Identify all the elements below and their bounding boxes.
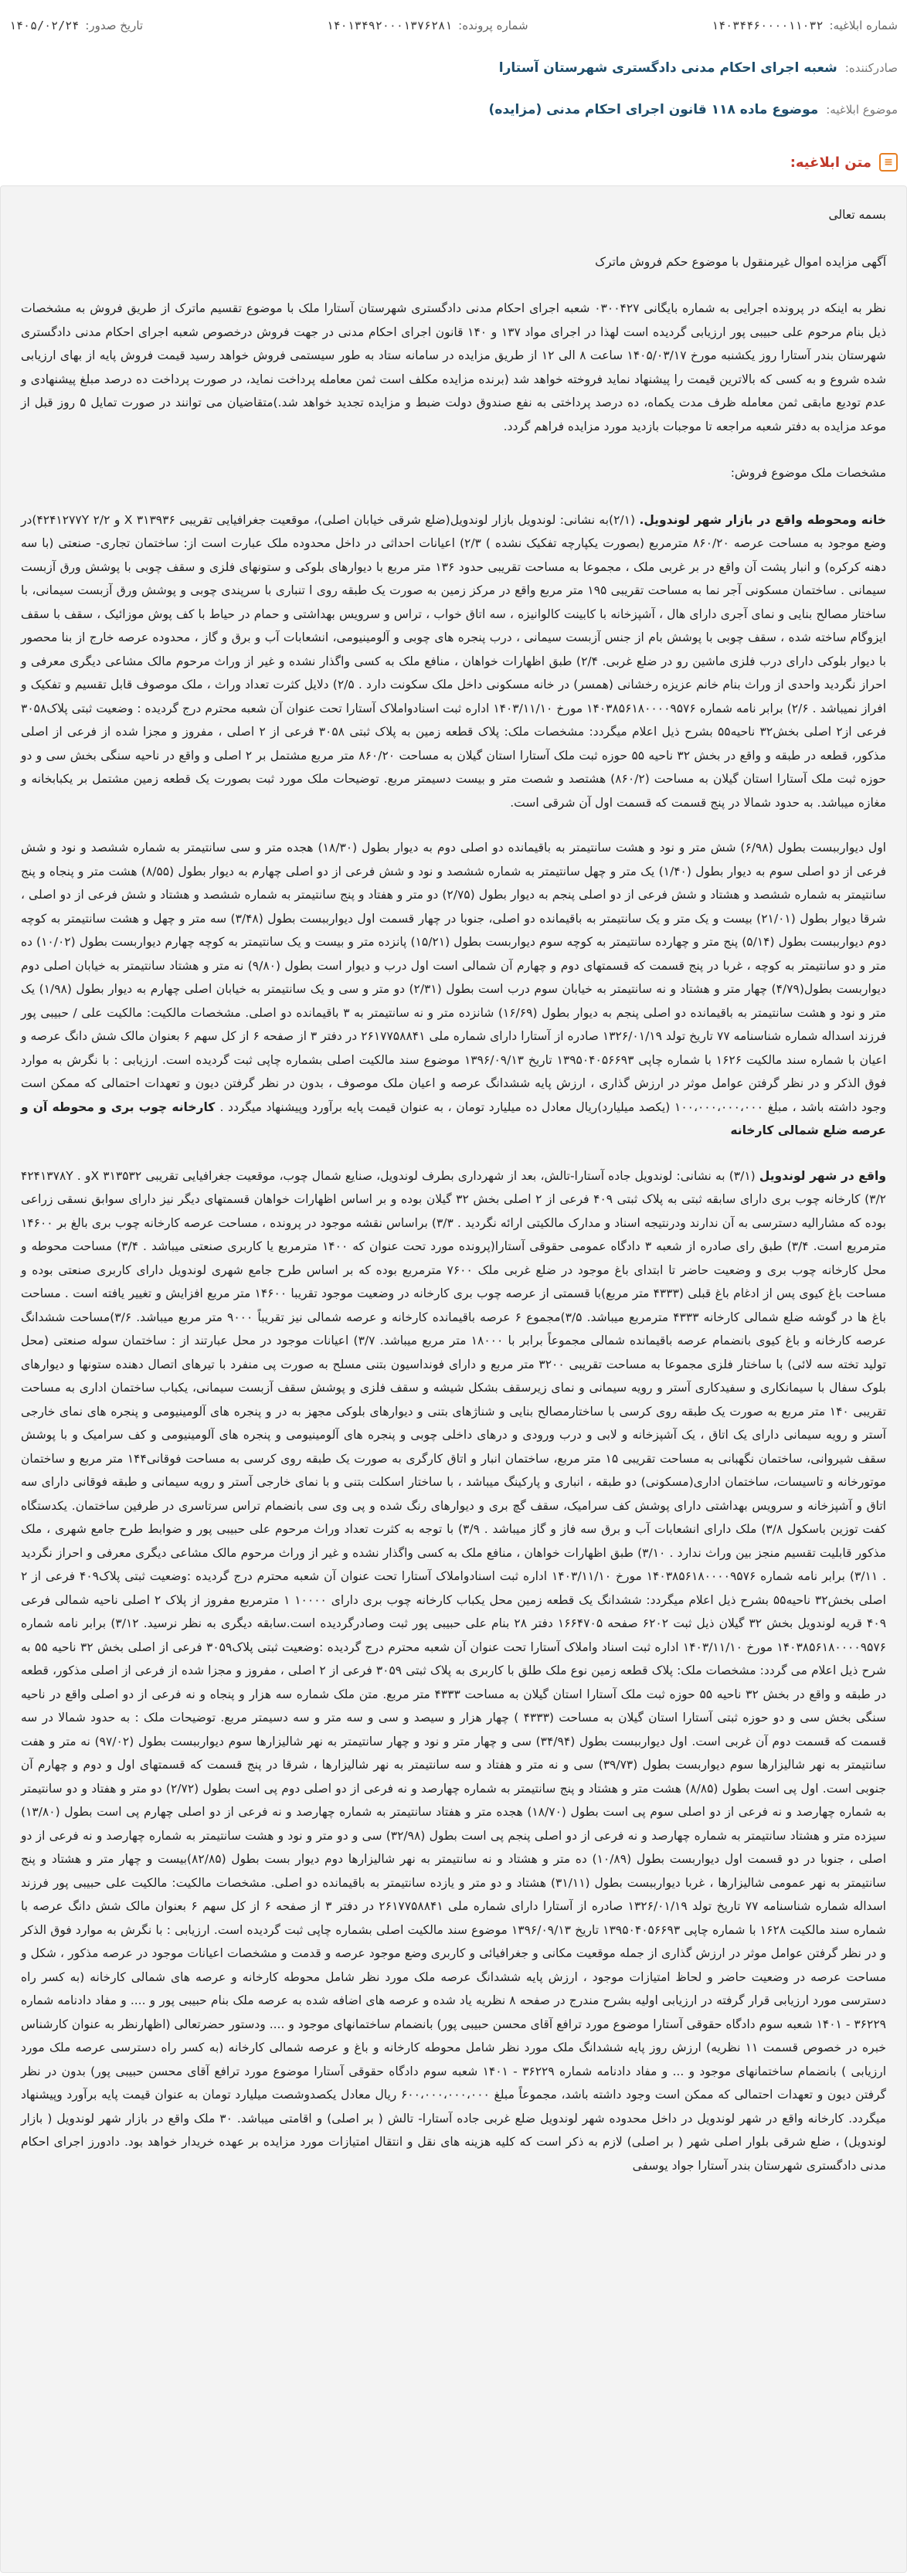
notice-text-title: متن ابلاغیه: [790, 154, 871, 171]
notice-number-label: شماره ابلاغیه: [829, 19, 898, 32]
document-text-icon: ≡ [879, 153, 898, 172]
property-2-text: (۳/۱) به نشانی: لوندویل جاده آستارا-تالش، بعد از شهرداری بطرف لوندویل، صنایع شمال چوب، موقعیت جغرافیایی تقریبی ۳۱۳۵۳۲ Xو ۴۲۴۱۳۷۸Y . ۳/۲) کارخانه چوب بری دارای سابقه ثبتی به پلاک ثبتی ۴۰۹ فرعی از ۲ اصلی بخش ۳۲ گیلان بوده و بر اساس اظهارات خواهان قسمتهای دیگر نیز دارای سوابق نسقی زراعی بوده که مشارالیه دسترسی به آن ندارند ودرنتیجه اسناد و مدارک مالکیتی ارائه نگردید . ۳/۳) براساس نقشه موجود در پرونده ، مساحت عرصه کارخانه چوب بری بالغ بر ۱۴۶۰۰ مترمربع است. ۳/۴) طبق رای صادره از شعبه ۳ دادگاه عمومی حقوقی آستارا(پرونده مورد تحت عنوان که ۱۴۰۰ مترمربع یا کاربری صنعتی میباشد . ۳/۴) مساحت محوطه و محل کارخانه چوب بری و وضعیت حاضر تا ابتدای باغ موجود در ضلع غربی ملک ۷۶۰۰ مترمربع بوده که بر اساس طرح جامع شهری لوندویل دارای کاربری صنعتی بوده و مساحت باغ کیوی پس از ادغام باغ قبلی (۴۳۳۳ متر مربع)با قسمتی از عرصه چوب بری کارخانه در وضعیت موجود تقریبا ۱۴۶۰۰ متر مربع افزایش و تغییر یافته است . مساحت باغ ها در گوشه ضلع شمالی کارخانه ۴۳۳۳ مترمربع میباشد. ۳/۵)مجموع ۶ عرصه باقیمانده کارخانه و عرصه شمالی نیز تقریباً ۹۰۰۰ متر مربع میباشد. ۳/۶)مساحت ششدانگ عرصه کارخانه و باغ کیوی بانضمام عرصه باقیمانده شمالی مجموعاً برابر با ۱۸۰۰۰ متر مربع میباشد. ۳/۷) اعیانات موجود در محل عبارتند از : ساختمان سوله صنعتی (محل تولید تخته سه لائی) با ساختار فلزی مجموعا به مساحت تقریبی ۳۲۰۰ متر مربع و دارای فونداسیون بتنی مسلح به صورت پی منفرد با تیرهای اتصال دهنده ستونها و دیوارهای بلوک سفال با سیمانکاری و سفیدکاری آستر و رویه سیمانی و نمای زیرسقف بشکل شیشه و سقف فلزی و پوشش سقف آزبست سیمانی، یکباب ساختمان اداری به مساحت تقریبی ۱۴۰ متر مربع به صورت یک طبقه روی کرسی با ساختارمصالح بنایی و شناژهای بتنی و دیوارهای بلوکی مجهز به در و پنجره های آلومینیومی و پنجره های نمای خارجی آستر و رویه سیمانی دارای یک اتاق ، یک آشپزخانه و لابی و درب ورودی و درهای داخلی چوبی و پنجره های آلومینیومی و پنجره های آلومینیومی و کف سرامیک و با پوشش سقف شیروانی، ساختمان نگهبانی به مساحت تقریبی ۱۵ متر مربع، ساختمان انبار و اتاق کارگری به صورت یک طبقه روی کرسی به مساحت فوقانی۱۴۴ متر مربع و ساختمان موتورخانه و تاسیسات، ساختمان اداری(مسکونی) دو طبقه ، انباری و پارکینگ میباشد ، با ساختار اسکلت بتنی و با نمای خارجی آستر و رویه سیمانی و طبقه فوقانی دارای سه اتاق و آشپزخانه و سرویس بهداشتی دارای پوشش کف سرامیک، سقف گچ بری و دیوارهای رنگ شده و پی وی سی بانضمام تراس سرتاسری در طرفین ساختمان. یکدستگاه کفت توزین باسکول ۳/۸) ملک دارای انشعابات آب و برق سه فاز و گاز میباشد . ۳/۹) با توجه به کثرت تعداد وراث مرحوم علی حبیبی پور و ضوابط طرح جامع شهری ، ملک مذکور قابلیت تقسیم منجز بین وراث ندارد . ۳/۱۰) طبق اظهارات خواهان ، منافع ملک به کسی واگذار نشده و غیر از وراث مرحوم مالک مشاعی دیگری معرفی و احراز نگردید . ۳/۱۱) برابر نامه شماره ۱۴۰۳۸۵۶۱۸۰۰۰۰۹۵۷۶ مورخ ۱۴۰۳/۱۱/۱۰ اداره ثبت اسنادواملاک آستارا تحت عنوان آن شعبه محترم درج گردیده :وضعیت ثبتی پلاک۴۰۹ فرعی از ۲ اصلی بخش۳۲ ناحیه۵۵ بشرح ذیل اعلام میگردد: ششدانگ یک قطعه زمین محل یکباب کارخانه چوب بری دارای ۱۰۰۰۰ ۱ مترمربع مفروز از پلاک ۲ اصلی ناحیه شمالی فرعی ۴۰۹ قریه لوندویل بخش ۳۲ گیلان ذیل ثبت ۶۲۰۲ صفحه ۱۶۶۴۷۰۵ دفتر ۲۸ بنام علی حبیبی پور ثبت وصادرگردیده است.سابقه دیگری به نظر نرسید. ۳/۱۲) برابر نامه شماره ۱۴۰۳۸۵۶۱۸۰۰۰۰۹۵۷۶ مورخ ۱۴۰۳/۱۱/۱۰ اداره ثبت اسناد واملاک آستارا تحت عنوان آن شعبه محترم درج گردیده :وضعیت ثبتی پلاک۳۰۵۹ فرعی از اصلی بخش ۳۲ ناحیه ۵۵ به شرح ذیل اعلام می گردد: مشخصات ملک: پلاک قطعه زمین نوع ملک طلق با کاربری به پلاک ثبتی ۳۰۵۹ فرعی از ۲ اصلی ، مفروز و مجزا شده از فرعی از اصلی مذکور، قطعه در طبقه و واقع در بخش ۳۲ ناحیه ۵۵ حوزه ثبت ملک آستارا استان گیلان به مساحت ۴۳۳۳ متر مربع. متن ملک شماره سه هزار و پنجاه و نه فرعی از دو اصلی واقع در ناحیه سنگی بخش سی و دو حوزه ثبتی آستارا استان گیلان به مساحت (۴۳۳۳ ) چهار هزار و سیصد و سی و سه متر و سه دسیمتر مربع. توضیحات ملک : به حدود شمالا در سه قسمت که قسمت دوم آن غربی است. اول دیوارببست بطول (۳۴/۹۴) سی و چهار متر و نود و چهار سانتیمتر به نهر شالیزارها سوم دیوارببست بطول (۹۷/۰۲) نه متر و هفت سانتیمتر به نهر شالیزارها سوم دیواربست بطول (۳۹/۷۳) سی و نه متر و هفتاد و سه سانتیمتر به نهر شالیزارها ، شرقا در پنج قسمت که قسمتهای اول و دوم و چهارم آن جنوبی است. اول پی است بطول (۸/۸۵) هشت متر و هشتاد و پنج سانتیمتر به شماره چهارصد و نه فرعی از دو اصلی دوم پی است بطول (۲/۷۲) دو متر و هفتاد و دو سانتیمتر به شماره چهارصد و نه فرعی از دو اصلی سوم پی است بطول (۱۸/۷۰) هجده متر و هفتاد سانتیمتر به شماره چهارصد و نه فرعی از دو اصلی چهارم پی است بطول (۱۳/۸۰) سیزده متر و هشتاد سانتیمتر به شماره چهارصد و نه فرعی از دو اصلی پنجم پی است بطول (۳۲/۹۸) سی و دو متر و نود و هشت سانتیمتر به شماره چهارصد و نه فرعی از دو اصلی ، جنوبا در دو قسمت اول دیواربست بطول (۱۰/۸۹) ده متر و هشتاد و نه سانتیمتر به نهر شالیزارها دوم دیوار بست بطول (۸۲/۸۵)بیست و چهار متر و هشتاد و پنج سانتیمتر به نهر عمومی شالیزارها ، غربا دیوارببست بطول (۳۱/۱۱) هشتاد و دو متر و یازده سانتیمتر به باقیمانده دو اصلی. مشخصات مالکیت: مالکیت علی حبیبی پور فرزند اسداله شماره شناسنامه ۷۷ تاریخ تولد ۱۳۲۶/۰۱/۱۹ صادره از آستارا دارای شماره ملی ۲۶۱۷۷۵۸۸۴۱ در دفتر ۳ از صفحه ۶ از کل سهم ۶ بعنوان مالک شش دانگ عرصه با شماره سند مالکیت ۱۶۲۸ با شماره چاپی ۱۳۹۵۰۴۰۵۶۶۹۳ تاریخ ۱۳۹۶/۰۹/۱۳ موضوع سند مالکیت اصلی بشماره چاپی ثبت گردیده است. ارزیابی : با نگرش به موارد فوق الذکر و در نظر گرفتن عوامل موثر در ارزش گذاری از جمله موقعیت مکانی و جغرافیائی و کاربری وضع موجود عرصه و قدمت و مشخصات اعیانات موجود در عرصه مذکور ، شکل و مساحت عرصه در وضعیت حاضر و لحاظ امتیازات موجود ، ارزش پایه ششدانگ عرصه ملک مورد نظر شامل محوطه کارخانه و عرصه های شمالی کارخانه (به کسر راه دسترسی مورد ارزیابی قرار گرفته در ارزیابی اولیه بشرح مندرج در صفحه ۸ نظریه یاد شده و عرصه های اضافه شده به عرصه ملک بنام حبیبی پور و .... و مفاد دادنامه شماره ۳۶۲۲۹ - ۱۴۰۱ شعبه سوم دادگاه حقوقی آستارا موضوع مورد ترافع آقای محسن حبیبی پور) بانضمام ساختمانهای موجود و .... ودستور حضرتعالی (اظهارنظر به عنوان کارشناس خبره در خصوص قسمت ۱۱ نظریه) ارزش روز پایه ششدانگ ملک مورد نظر شامل محوطه کارخانه و باغ و عرصه شمالی کارخانه (به کسر راه دسترسی عرصه ملک مورد ارزیابی ) بانضمام ساختمانهای موجود و ... و مفاد دادنامه شماره ۳۶۲۲۹ - ۱۴۰۱ شعبه سوم دادگاه حقوقی آستارا موضوع مورد ترافع آقای محسن حبیبی پور) بدون در نظر گرفتن دیون و تعهدات احتمالی که ممکن است وجود داشته باشد، مجموعاً مبلغ ۶۰۰،۰۰۰،۰۰۰،۰۰۰ ریال معادل یکصدوشصت میلیارد تومان به عنوان قیمت پایه برآورد وپیشنهاد میگردد. کارخانه واقع در شهر لوندویل در داخل محدوده شهر لوندویل ضلع غربی جاده آستارا- تالش ( بر اصلی) و اقامتی میباشد. ۳۰ ملک واقع در بازار شهر لوندویل ( بازار لوندویل) ، ضلع شرقی بلوار اصلی شهر ( بر اصلی) لازم به ذکر است که کلیه هزینه های نقل و انتقال امتیازات مورد مزایده بر عهده خریدار خواهد بود. دادورز اجرای احکام مدنی دادگستری شهرستان بندر آستارا جواد یوسفی [21, 1168, 887, 2173]
issuer-line [9, 60, 898, 76]
case-number [327, 19, 528, 32]
issue-date [9, 19, 143, 32]
case-number-value: ۱۴۰۱۳۴۹۲۰۰۰۱۳۷۶۲۸۱ [326, 19, 453, 32]
subject-value: موضوع ماده ۱۱۸ قانون اجرای احکام مدنی (مزایده) [488, 102, 819, 117]
issue-date-value: ۱۴۰۵/۰۲/۲۴ [9, 19, 80, 32]
property-2-location: واقع در شهر لوندویل [759, 1168, 886, 1183]
body-title: آگهی مزایده اموال غیرمنقول با موضوع حکم فروش ماترک [595, 254, 886, 269]
property-2-title: کارخانه چوب بری و محوطه آن و عرصه ضلع شمالی کارخانه [21, 1099, 886, 1137]
subject-label: موضوع ابلاغیه: [826, 103, 898, 117]
subject-line [9, 102, 898, 117]
notice-body [0, 185, 907, 2573]
body-intro-paragraph: نظر به اینکه در پرونده اجرایی به شماره بایگانی ۰۳۰۰۴۲۷ شعبه اجرای احکام مدنی دادگستری شهرستان آستارا ملک با موضوع تقسیم ماترک از طریق فروش به مشخصات ذیل بنام مرحوم علی حبیبی پور ارزیابی گردیده است لهذا در اجرای مواد ۱۳۷ و ۱۴۰ قانون اجرای احکام مدنی در جهت فروش درخصوص شعبه اجرای احکام مدنی دادگستری شهرستان بندر آستارا روز یکشنبه مورخ ۱۴۰۵/۰۳/۱۷ ساعت ۸ الی ۱۲ از طریق مزایده در سامانه ستاد به طور سیستمی فروش خواهد رسید قیمت فروش پایه از بهای ارزیابی شده شروع و به کسی که بالاترین قیمت را پیشنهاد نماید فروخته خواهد شد (برنده مزایده مکلف است ثمن معامله پرداخت نماید، در صورت پرداخت ده درصد مبلغ پیشنهادی و عدم تودیع مابقی ثمن معامله ظرف مدت یکماه، ده درصد پرداختی به نفع صندوق دولت ضبط و مزایده تجدید خواهد شد.)متقاضیان می توانند در صورت تمایل ۵ روز قبل از موعد مزایده به دفتر شعبه مراجعه تا موجبات بازدید مورد مزایده فراهم گردد. [21, 301, 887, 433]
notice-number [712, 19, 898, 32]
body-property-1-bounds-paragraph [21, 836, 886, 1143]
case-number-label: شماره پرونده: [458, 19, 528, 32]
body-property-heading: مشخصات ملک موضوع فروش: [730, 466, 886, 480]
body-property-2-paragraph [21, 1164, 886, 2178]
property-1-bounds-text: اول دیوارببست بطول (۶/۹۸) شش متر و نود و هشت سانتیمتر به باقیمانده دو اصلی دوم به دیوار بطول (۱۸/۳۰) هجده متر و سی سانتیمتر به شماره ششصد و نود و شش فرعی از دو اصلی سوم به دیوار بطول (۱/۴۰) یک متر و چهل سانتیمتر به شماره ششصد و نود و شش فرعی از دو اصلی چهارم به دیوار بطول (۸/۵۵) هشت متر و پنجاه و پنج سانتیمتر به شماره ششصد و هشتاد و شش فرعی از دو اصلی پنجم به دیوار بطول (۲/۷۵) دو متر و هفتاد و پنج سانتیمتر به شماره ششصد و هشتاد و شش فرعی از دو اصلی ، شرقا دیوار بطول (۲۱/۰۱) بیست و یک متر و یک سانتیمتر به باقیمانده دو اصلی، جنوبا در چهار قسمت اول دیوارببست بطول (۳/۴۸) سه متر و چهل و هشت سانتیمتر به کوچه دوم دیوارببست بطول (۵/۱۴) پنج متر و چهارده سانتیمتر به کوچه سوم دیواربست بطول (۱۵/۲۱) پانزده متر و بیست و یک سانتیمتر به کوچه چهارم دیواربست بطول (۱۰/۰۲) ده متر و دو سانتیمتر به کوچه ، غربا در پنج قسمت که قسمتهای دوم و چهارم آن شمالی است اول درب و دیوار است بطول (۹/۸۰) نه متر و هشتاد سانتیمتر به خیابان اصلی دوم دیواربست بطول(۴/۷۹) چهار متر و هشتاد و نه سانتیمتر به خیابان سوم درب است بطول (۲/۳۱) دو متر و سی و یک سانتیمتر به خیابان اصلی چهارم به دیوار بطول (۱/۹۸) یک متر و نود و هشت سانتیمتر به باقیمانده دو اصلی پنجم به دیوار بطول (۱۶/۶۹) شانزده متر و نه سانتیمتر به ۳ باقیمانده دو اصلی. مشخصات مالکیت: مالکیت علی / حبیبی پور فرزند اسداله شماره شناسنامه ۷۷ تاریخ تولد ۱۳۲۶/۰۱/۱۹ صادره از آستارا دارای شماره ملی ۲۶۱۷۷۵۸۸۴۱ در دفتر ۳ از صفحه ۶ از کل سهم ۶ بعنوان مالک شش دانگ عرصه و اعیان با شماره سند مالکیت ۱۶۲۶ با شماره چاپی ۱۳۹۵۰۴۰۵۶۶۹۳ تاریخ ۱۳۹۶/۰۹/۱۳ موضوع سند مالکیت اصلی بشماره چاپی ثبت گردیده است. ارزیابی : با نگرش به موارد فوق الذکر و در نظر گرفتن عوامل موثر در ارزش گذاری ، ارزش پایه ششدانگ عرصه و اعیان ملک موصوف ، بدون در نظر گرفتن دیون و تعهدات احتمالی که ممکن است وجود داشته باشد ، مبلغ ۱۰۰،۰۰۰،۰۰۰،۰۰۰ (یکصد میلیارد)ریال معادل ده میلیارد تومان ، به عنوان قیمت پایه برآورد وپیشنهاد میگردد . [21, 841, 887, 1114]
issuer-label: صادرکننده: [844, 61, 898, 75]
property-1-text: (۲/۱)به نشانی: لوندویل بازار لوندویل(ضلع شرقی خیابان اصلی)، موقعیت جغرافیایی تقریبی ۳۱۳۹۳۶ X و ۴۲۴۱۲۷۷Y ۲/۲)در وضع موجود به مساحت عرصه ۸۶۰/۲۰ مترمربع (بصورت یکپارچه تفکیک نشده ) ۲/۳) اعیانات احداثی در داخل محدوده ملک عبارت است از: ساختمان تجاری- صنعتی (با سه دهنه کرکره) و انبار پشت آن واقع در بر غربی ملک ، مجموعا به مساحت تقریبی حدود ۱۳۶ متر مربع با دیوارهای بلوکی و ستونهای فلزی و سقف چوبی با پوشش ورق آزبست سیمانی . ساختمان مسکونی آجر نما به مساحت تقریبی ۱۹۵ متر مربع واقع در مرکز زمین به صورت یک طبقه روی ا تنباری با سرپندی چوبی و پوشش ورق آزبست سیمانی، با ساختار مصالح بنایی و نمای آجری دارای هال ، آشپزخانه با کابینت کالوانیزه ، سه اتاق خواب ، تراس و سرویس بهداشتی و حمام در حیاط با کف پوش موزائیک ، سقف با سقف ایزوگام ساخته شده ، سقف چوبی با پوشش بام از جنس آزبست سیمانی ، درب پنجره های چوبی و آلومینیومی، انشعابات آب و برق و گاز ، محدوده عرصه خارج از بنا محصور با دیوار بلوکی دارای درب فلزی ماشین رو در ضلع غربی. ۲/۴) طبق اظهارات خواهان ، منافع ملک به کسی واگذار نشده و غیر از وراث مرحوم مالک مشاعی دیگری معرفی و احراز نگردید واحدی از وراث بنام خانم عزیزه رخشانی (همسر) در خانه مسکونی داخل ملک سکونت دارد . ۲/۵) دلایل کثرت تعداد وراث ، ملک موصوف قابل تقسیم و تفکیک و افراز نمیباشد . ۲/۶) برابر نامه شماره ۱۴۰۳۸۵۶۱۸۰۰۰۰۹۵۷۶ مورخ ۱۴۰۳/۱۱/۱۰ اداره ثبت اسنادواملاک آستارا تحت عنوان آن شعبه محترم درج گردیده : وضعیت ثبتی پلاک۳۰۵۸ فرعی از۲ اصلی بخش۳۲ ناحیه۵۵ بشرح ذیل اعلام میگردد: مشخصات ملک: پلاک قطعه زمین به پلاک ثبتی ۳۰۵۸ فرعی از ۲ اصلی ، مفروز و مجزا شده از فرعی از اصلی مذکور، قطعه در طبقه و واقع در بخش ۳۲ ناحیه ۵۵ حوزه ثبت ملک آستارا استان گیلان به مساحت ۸۶۰/۲۰ متر مربع مشتمل بر ۲ اصلی و واقع در ناحیه سنگی بخش سی و دو حوزه ثبت ملک آستارا استان گیلان به مساحت (۸۶۰/۲) هشتصد و شصت متر و بیست دسیمتر مربع. توضیحات ملک مورد ثبت بصورت یک قطعه زمین مشتمل بر یکبابخانه و مغازه میباشد. به حدود شمالا در پنج قسمت که قسمت اول آن شرقی است. [21, 512, 887, 810]
notice-meta-row [9, 5, 898, 46]
issuer-value: شعبه اجرای احکام مدنی دادگستری شهرستان آستارا [498, 60, 837, 76]
notice-text-heading [790, 153, 898, 172]
issue-date-label: تاریخ صدور: [85, 19, 144, 32]
property-1-title: خانه ومحوطه واقع در بازار شهر لوندویل. [639, 512, 887, 527]
notice-number-value: ۱۴۰۳۴۴۶۰۰۰۰۱۱۰۳۲ [712, 19, 824, 32]
notice-header [9, 60, 898, 144]
body-bismillah: بسمه تعالی [828, 208, 886, 222]
body-property-1-paragraph [21, 508, 886, 815]
